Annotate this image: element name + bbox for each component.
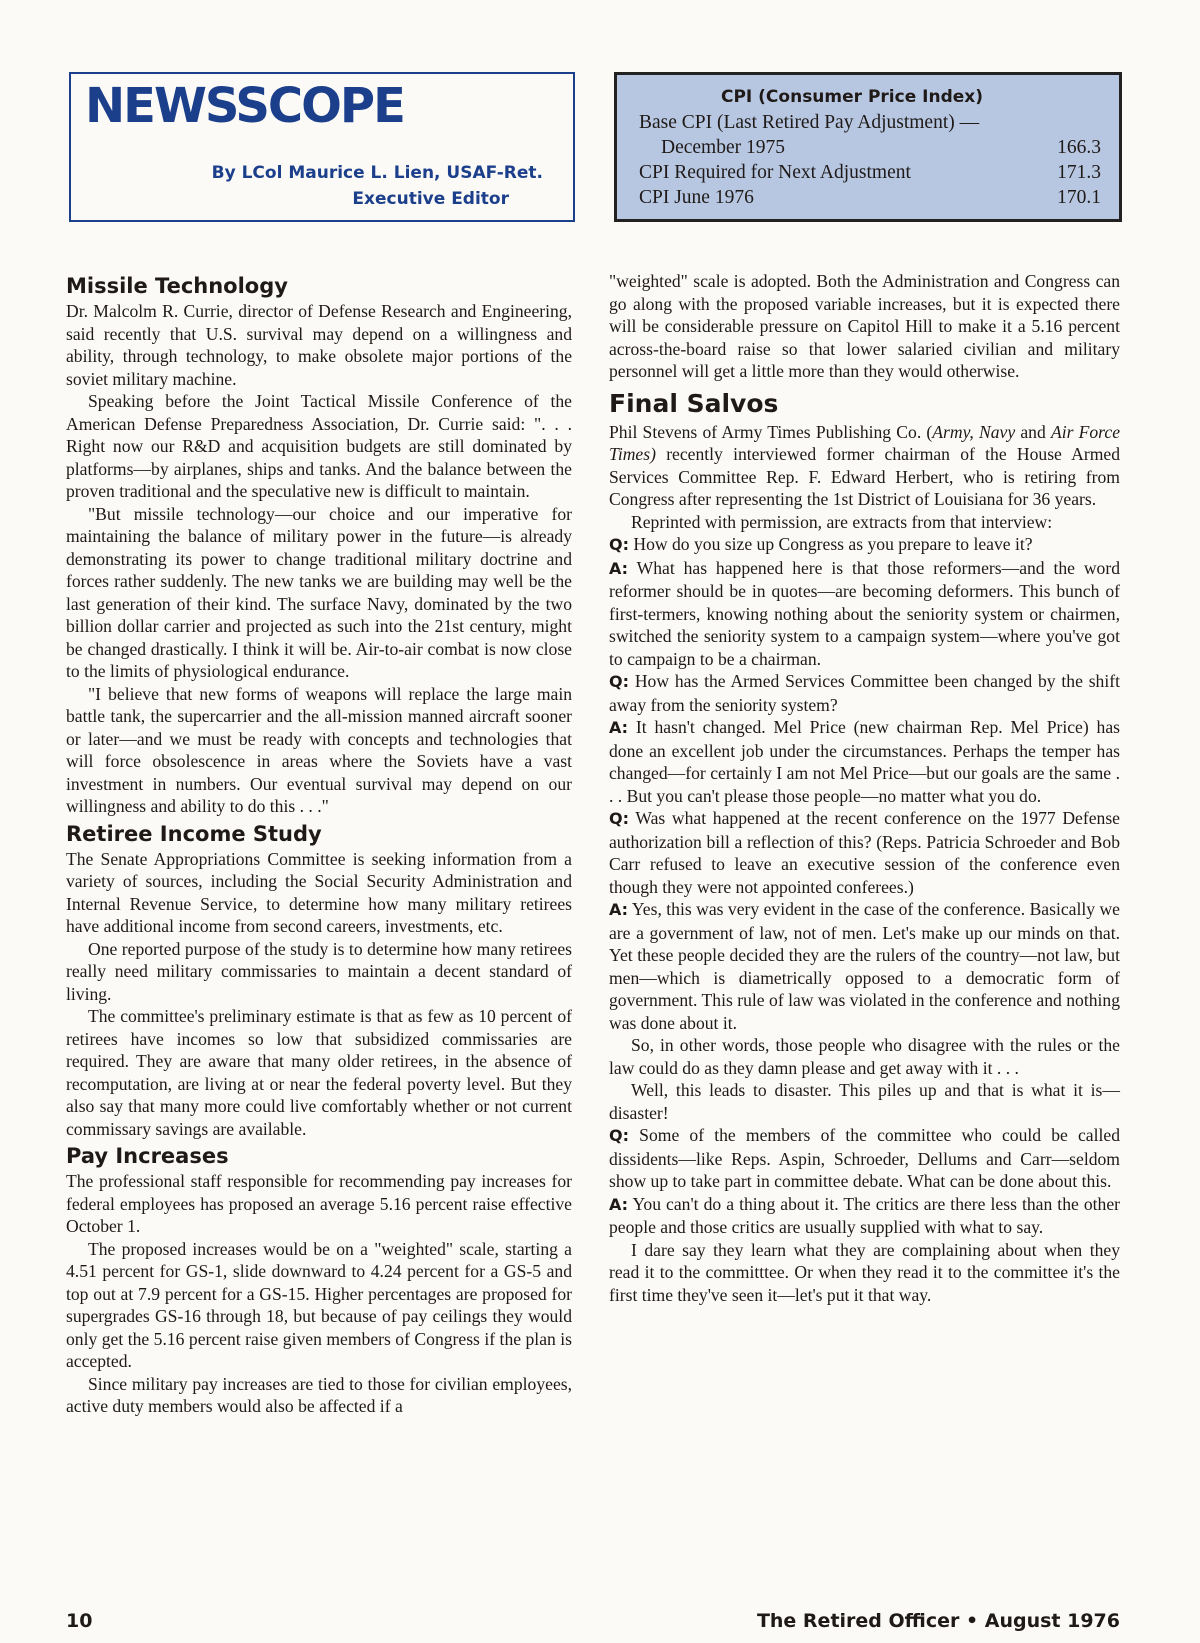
a-label: A: bbox=[609, 558, 629, 578]
q-label: Q: bbox=[609, 809, 629, 828]
byline-role: Executive Editor bbox=[352, 189, 509, 209]
right-column bbox=[609, 270, 1120, 1306]
paragraph: "weighted" scale is adopted. Both the Administration and Congress can go along with the proposed variable increases, but it is expected there will be considerable pressure on Capitol Hill to make it a 5.16 percent across-the-board raise so that lower salaried civilian and military personnel will get a little more than they would otherwise. bbox=[609, 271, 1120, 381]
question bbox=[609, 1124, 1120, 1193]
paragraph: One reported purpose of the study is to determine how many retirees really need military commissaries to maintain a decent standard of living. bbox=[66, 938, 572, 1004]
a-label: A: bbox=[609, 718, 629, 737]
paragraph: I dare say they learn what they are complaining about when they read it to the committtee. Or when they read it to the committee it's the first time they've seen it—let's put it that way. bbox=[609, 1239, 1120, 1305]
question-text: How has the Armed Services Committee been changed by the shift away from the seniority system? bbox=[609, 671, 1120, 715]
answer-text: It hasn't changed. Mel Price (new chairman Rep. Mel Price) has done an excellent job under the circumstances. Perhaps the temper has changed—for certainly I am not Mel Price—but our goals are the same . . . But you can't please those people—no matter what you do. bbox=[609, 717, 1120, 806]
section-heading-missile: Missile Technology bbox=[66, 274, 288, 298]
text: and bbox=[1015, 421, 1051, 442]
paragraph: The professional staff responsible for recommending pay increases for federal employees has proposed an average 5.16 percent raise effective October 1. bbox=[66, 1171, 572, 1236]
paragraph: So, in other words, those people who disagree with the rules or the law could do as they damn please and get away with it . . . bbox=[609, 1035, 1120, 1078]
text: recently interviewed former chairman of the House Armed Services Committee Rep. F. Edward Herbert, who is retiring from Congress after representing the 1st District of Louisiana for 36 years. bbox=[609, 444, 1120, 509]
a-label: A: bbox=[609, 900, 629, 919]
cpi-row bbox=[639, 160, 1101, 185]
cpi-box bbox=[614, 72, 1122, 222]
left-column bbox=[66, 270, 572, 1418]
cpi-row-value: 171.3 bbox=[1057, 162, 1101, 183]
paragraph: Dr. Malcolm R. Currie, director of Defense Research and Engineering, said recently that U.S. survival may depend on a willingness and ability, through technology, to make obsolete major portions of the soviet military machine. bbox=[66, 301, 572, 389]
newsscope-header-box bbox=[69, 72, 575, 222]
cpi-row-label: Base CPI (Last Retired Pay Adjustment) — bbox=[639, 112, 980, 133]
paragraph: "I believe that new forms of weapons will replace the large main battle tank, the supercarrier and the all-mission manned aircraft sooner or later—and we must be ready with concepts and technologies that will force obsolescence in areas where the Soviets have a vast investment in numbers. Our eventual survival may depend on our willingness and ability to do this . . ." bbox=[66, 683, 572, 816]
byline bbox=[71, 160, 561, 212]
q-label: Q: bbox=[609, 1126, 629, 1145]
question bbox=[609, 533, 1120, 557]
paragraph: The proposed increases would be on a "weighted" scale, starting a 4.51 percent for GS-1, slide downward to 4.24 percent for a GS-5 and top out at 7.9 percent for a GS-15. Higher percentages are proposed for supergrades GS-16 through 18, but because of pay ceilings they would only get the 5.16 percent raise given members of Congress if the plan is accepted. bbox=[66, 1238, 572, 1371]
paragraph: The committee's preliminary estimate is that as few as 10 percent of retirees have incomes so low that subsidized commissaries are required. They are aware that many older retirees, in the absence of recomputation, are living at or near the federal poverty level. But they also say that many more could live comfortably whether or not current commissary savings are available. bbox=[66, 1006, 572, 1139]
paragraph: Speaking before the Joint Tactical Missile Conference of the American Defense Preparedness Association, Dr. Currie said: ". . . Right now our R&D and acquisition budgets are still dominated by platforms—by airplanes, ships and tanks. And the balance between the proven traditional and the speculative new is difficult to maintain. bbox=[66, 391, 572, 501]
cpi-row bbox=[639, 185, 1101, 210]
answer bbox=[609, 557, 1120, 671]
byline-author: By LCol Maurice L. Lien, USAF-Ret. bbox=[211, 163, 543, 183]
question bbox=[609, 670, 1120, 716]
paragraph: Reprinted with permission, are extracts from that interview: bbox=[631, 511, 1053, 532]
answer-text: Yes, this was very evident in the case of the conference. Basically we are a government of law, not of men. Let's make up our minds on that. Yet these people decided they are the rulers of the country—not law, but men—which is diametrically opposed to a democratic form of government. This rule of law was violated in the conference and nothing was done about it. bbox=[609, 899, 1120, 1033]
q-label: Q: bbox=[609, 672, 629, 691]
cpi-row bbox=[639, 135, 1101, 160]
cpi-row-label: December 1975 bbox=[661, 137, 785, 158]
answer-text: What has happened here is that those reformers—and the word reformer should be in quotes—are becoming deformers. This bunch of first-termers, knowing nothing about the seniority system or chairmen, switched the seniority system to a campaign system—where you've got to campaign to be a chairman. bbox=[609, 557, 1120, 669]
answer-text: You can't do a thing about it. The critics are there less than the other people and those critics are usually supplied with what to say. bbox=[609, 1193, 1120, 1237]
section-heading-final-salvos: Final Salvos bbox=[609, 388, 779, 418]
italic-text: Army, Navy bbox=[932, 421, 1016, 442]
paragraph: The Senate Appropriations Committee is seeking information from a variety of sources, including the Social Security Administration and Internal Revenue Service, to determine how many military retirees have additional income from second careers, investments, etc. bbox=[66, 848, 572, 936]
cpi-row-value: 170.1 bbox=[1057, 187, 1101, 208]
answer bbox=[609, 898, 1120, 1034]
cpi-row-label: CPI Required for Next Adjustment bbox=[639, 162, 911, 183]
magazine-footer: The Retired Officer • August 1976 bbox=[756, 1610, 1120, 1632]
question-text: Was what happened at the recent conference on the 1977 Defense authorization bill a reflection of this? (Reps. Patricia Schroeder and Bob Carr refused to leave an executive session of the conference even though they were not appointed conferees.) bbox=[609, 808, 1120, 897]
cpi-row bbox=[639, 110, 1101, 135]
question-text: How do you size up Congress as you prepare to leave it? bbox=[629, 534, 1033, 554]
cpi-row-value: 166.3 bbox=[1057, 137, 1101, 158]
paragraph: "But missile technology—our choice and our imperative for maintaining the balance of military power in the future—is already demonstrating its power to change traditional military doctrine and forces rather suddenly. The new tanks we are building may well be the last generation of their kind. The surface Navy, dominated by the two billion dollar carrier and projected as such into the 21st century, might be changed drastically. I think it will be. Air-to-air combat is now close to the limits of physiological endurance. bbox=[66, 503, 572, 681]
page-number: 10 bbox=[66, 1610, 93, 1632]
question bbox=[609, 807, 1120, 898]
text: Phil Stevens of Army Times Publishing Co. ( bbox=[609, 421, 933, 442]
paragraph: Well, this leads to disaster. This piles up and that is what it is—disaster! bbox=[609, 1080, 1120, 1123]
question-text: Some of the members of the committee who could be called dissidents—like Reps. Aspin, Schroeder, Dellums and Carr—seldom show up to take part in committee debate. What can be done about this. bbox=[609, 1125, 1120, 1191]
answer bbox=[609, 716, 1120, 807]
newsscope-title: NEWSSCOPE bbox=[85, 78, 404, 134]
cpi-row-label: CPI June 1976 bbox=[639, 187, 754, 208]
section-heading-pay: Pay Increases bbox=[66, 1144, 229, 1168]
q-label: Q: bbox=[609, 535, 629, 554]
answer bbox=[609, 1193, 1120, 1239]
italic-text: Air Force Times) bbox=[609, 421, 1120, 464]
paragraph: Since military pay increases are tied to those for civilian employees, active duty members would also be affected if a bbox=[66, 1373, 572, 1416]
section-heading-retiree: Retiree Income Study bbox=[66, 821, 322, 846]
paragraph bbox=[609, 421, 1120, 511]
cpi-title: CPI (Consumer Price Index) bbox=[720, 87, 984, 107]
a-label: A: bbox=[609, 1194, 629, 1214]
